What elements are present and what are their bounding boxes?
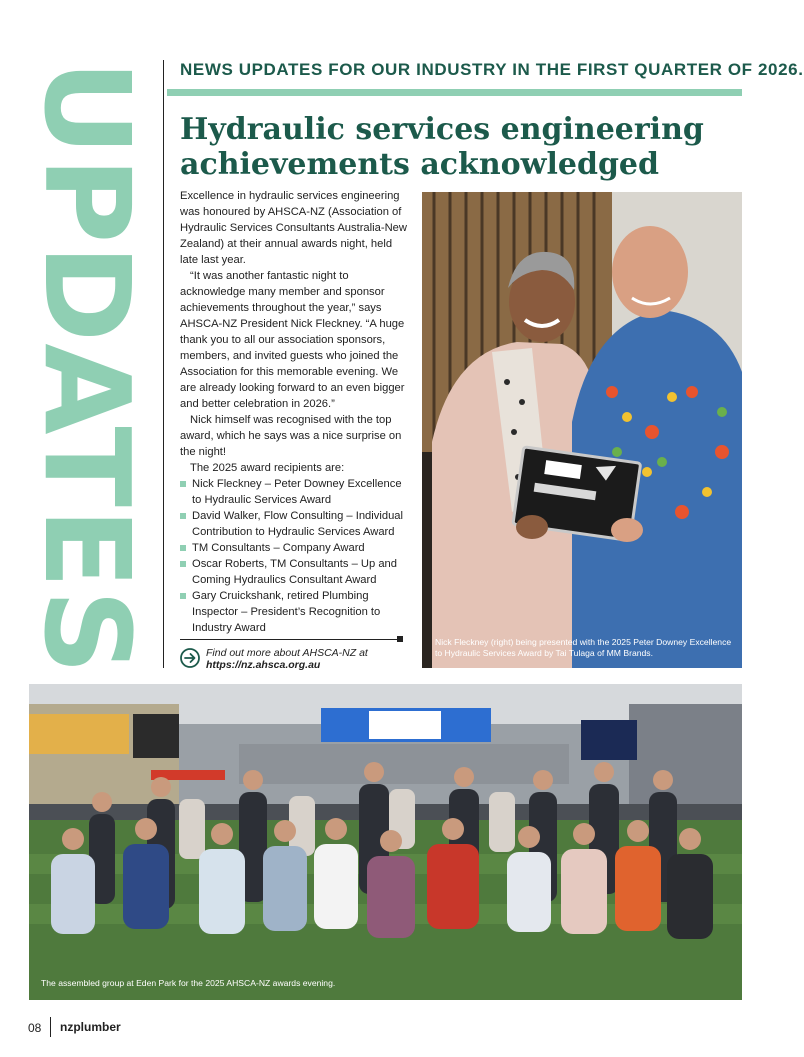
photo-caption-bottom: The assembled group at Eden Park for the 2025 AHSCA-NZ awards evening. xyxy=(41,978,336,988)
award-item: Oscar Roberts, TM Consultants – Up and Coming Hydraulics Consultant Award xyxy=(180,556,408,588)
award-presentation-photo xyxy=(422,192,742,668)
cta-rule xyxy=(180,639,400,640)
footer-divider xyxy=(50,1017,51,1037)
group-photo xyxy=(29,684,742,1000)
kicker-bar xyxy=(167,89,742,96)
body-paragraph: “It was another fantastic night to acknowledge many member and sponsor achievements throughout the year,” says AHSCA-NZ President Nick Fleckney. “A huge thank you to all our association sponsors, members, and invited guests who joined the Association for this memorable evening. We are already looking forward to an even bigger and better celebration in 2026.” xyxy=(180,270,405,410)
photo-caption-top: Nick Fleckney (right) being presented with the 2025 Peter Downey Excellence to Hydraulic Services Award by Tai Tulaga of MM Brands. xyxy=(435,637,732,658)
award-item: Gary Cruickshank, retired Plumbing Inspector – President’s Recognition to Industry Award xyxy=(180,588,408,636)
article-body xyxy=(180,188,408,636)
side-title-text: UPDATES xyxy=(18,60,156,676)
cta-text xyxy=(206,647,368,671)
award-item: TM Consultants – Company Award xyxy=(180,540,408,556)
cta-link[interactable] xyxy=(180,647,400,671)
publication-brand: nzplumber xyxy=(60,1020,121,1034)
body-paragraph: Nick himself was recognised with the top award, which he says was a nice surprise on the night! xyxy=(180,414,402,458)
stadium-group-illustration xyxy=(29,684,742,1000)
award-item: Nick Fleckney – Peter Downey Excellence to Hydraulic Services Award xyxy=(180,476,408,508)
arrow-circle-icon xyxy=(180,648,200,668)
section-kicker: NEWS UPDATES FOR OUR INDUSTRY IN THE FIRST QUARTER OF 2026. xyxy=(180,60,804,79)
column-divider xyxy=(163,60,164,668)
body-paragraph: The 2025 award recipients are: xyxy=(190,462,345,474)
award-list xyxy=(180,476,408,636)
cta-url[interactable]: https://nz.ahsca.org.au xyxy=(206,659,321,671)
body-paragraph: Excellence in hydraulic services engineering was honoured by AHSCA-NZ (Association of Hydraulic Services Consultants Australia-New Zealand) at their annual awards night, held late last year. xyxy=(180,190,407,266)
award-item: David Walker, Flow Consulting – Individual Contribution to Hydraulic Services Award xyxy=(180,508,408,540)
page-number: 08 xyxy=(28,1021,42,1035)
article-headline: Hydraulic services engineering achievements acknowledged xyxy=(180,112,704,182)
cta-label: Find out more about AHSCA-NZ at xyxy=(206,647,368,659)
side-title xyxy=(18,60,156,676)
presentation-illustration xyxy=(422,192,742,668)
